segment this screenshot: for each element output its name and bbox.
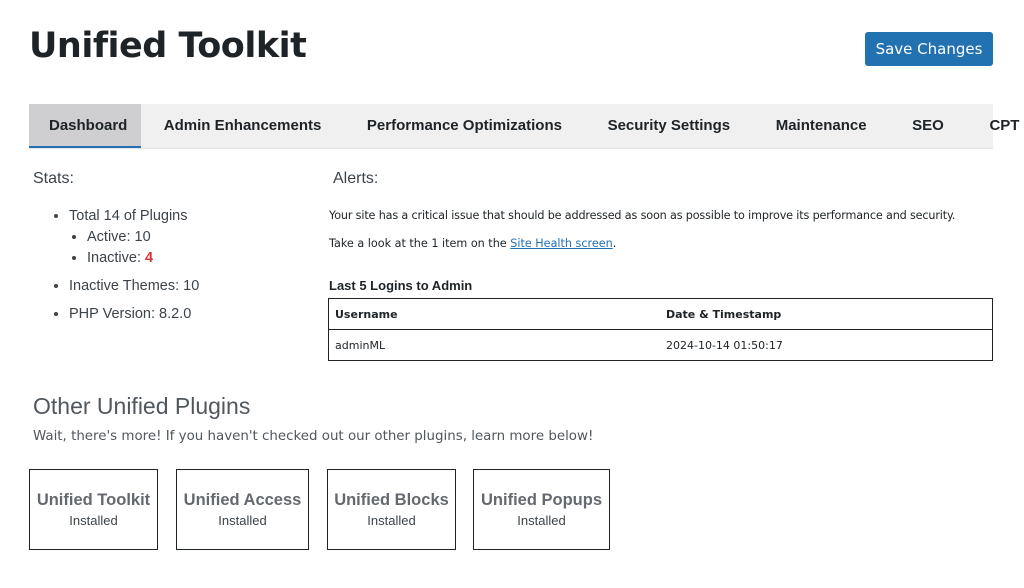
plugin-card-name: Unified Blocks [334,491,449,509]
tab-seo[interactable]: SEO [912,117,944,134]
plugin-card-unified-blocks[interactable] [327,469,456,550]
stat-active-label: Active: [87,229,131,245]
stat-total-plugins [69,206,199,269]
tab-cpt[interactable]: CPT [989,117,1020,134]
logins-title: Last 5 Logins to Admin [329,278,473,293]
stat-inactive-value: 4 [145,250,154,266]
alerts-heading: Alerts: [333,170,379,187]
site-health-suffix: . [612,237,617,250]
plugin-card-status: Installed [367,513,416,528]
stat-php-version-label: PHP Version: 8.2.0 [69,306,192,322]
stats-list [33,206,199,332]
tab-dashboard[interactable]: Dashboard [29,104,141,148]
plugin-card-name: Unified Access [183,491,302,509]
tab-maintenance[interactable]: Maintenance [775,117,867,134]
stat-active-value: 10 [134,229,151,245]
plugin-card-name: Unified Popups [481,491,602,509]
table-header-row [329,299,993,330]
plugin-card-status: Installed [218,513,267,528]
table-row [329,330,993,361]
stats-heading: Stats: [33,170,74,187]
save-changes-button[interactable]: Save Changes [865,32,993,66]
site-health-prefix: Take a look at the 1 item on the [329,237,511,250]
stat-active-plugins [87,227,199,248]
stat-inactive-plugins [87,248,199,269]
site-health-link[interactable]: Site Health screen [510,237,613,250]
page-title: Unified Toolkit [29,26,307,66]
site-health-alert [329,237,616,250]
login-timestamp: 2024-10-14 01:50:17 [666,338,783,352]
other-plugins-heading: Other Unified Plugins [33,393,251,419]
plugin-card-status: Installed [69,513,118,528]
column-header-username: Username [329,299,661,330]
plugin-status-sublist [69,227,199,269]
tab-security-settings[interactable]: Security Settings [607,117,731,134]
logins-table [328,298,993,361]
plugin-card-name: Unified Toolkit [36,491,151,509]
login-username: adminML [335,338,386,352]
stat-total-plugins-label: Total 14 of Plugins [69,208,188,224]
critical-issue-alert: Your site has a critical issue that should be addressed as soon as possible to improve its performance and security. [329,209,956,222]
tab-performance-optimizations[interactable]: Performance Optimizations [366,117,562,134]
tab-bar [29,104,1020,149]
plugin-card-unified-popups[interactable] [473,469,610,550]
plugin-card-unified-access[interactable] [176,469,309,550]
column-header-timestamp: Date & Timestamp [660,299,993,330]
plugin-card-unified-toolkit[interactable] [29,469,158,550]
stat-inactive-themes [69,276,199,297]
other-plugins-subtext: Wait, there's more! If you haven't checked out our other plugins, learn more below! [33,429,594,444]
stat-inactive-themes-label: Inactive Themes: 10 [69,278,200,294]
stat-inactive-label: Inactive: [87,250,141,266]
stat-php-version [69,304,199,325]
tab-admin-enhancements[interactable]: Admin Enhancements [163,117,322,134]
plugin-card-status: Installed [517,513,566,528]
